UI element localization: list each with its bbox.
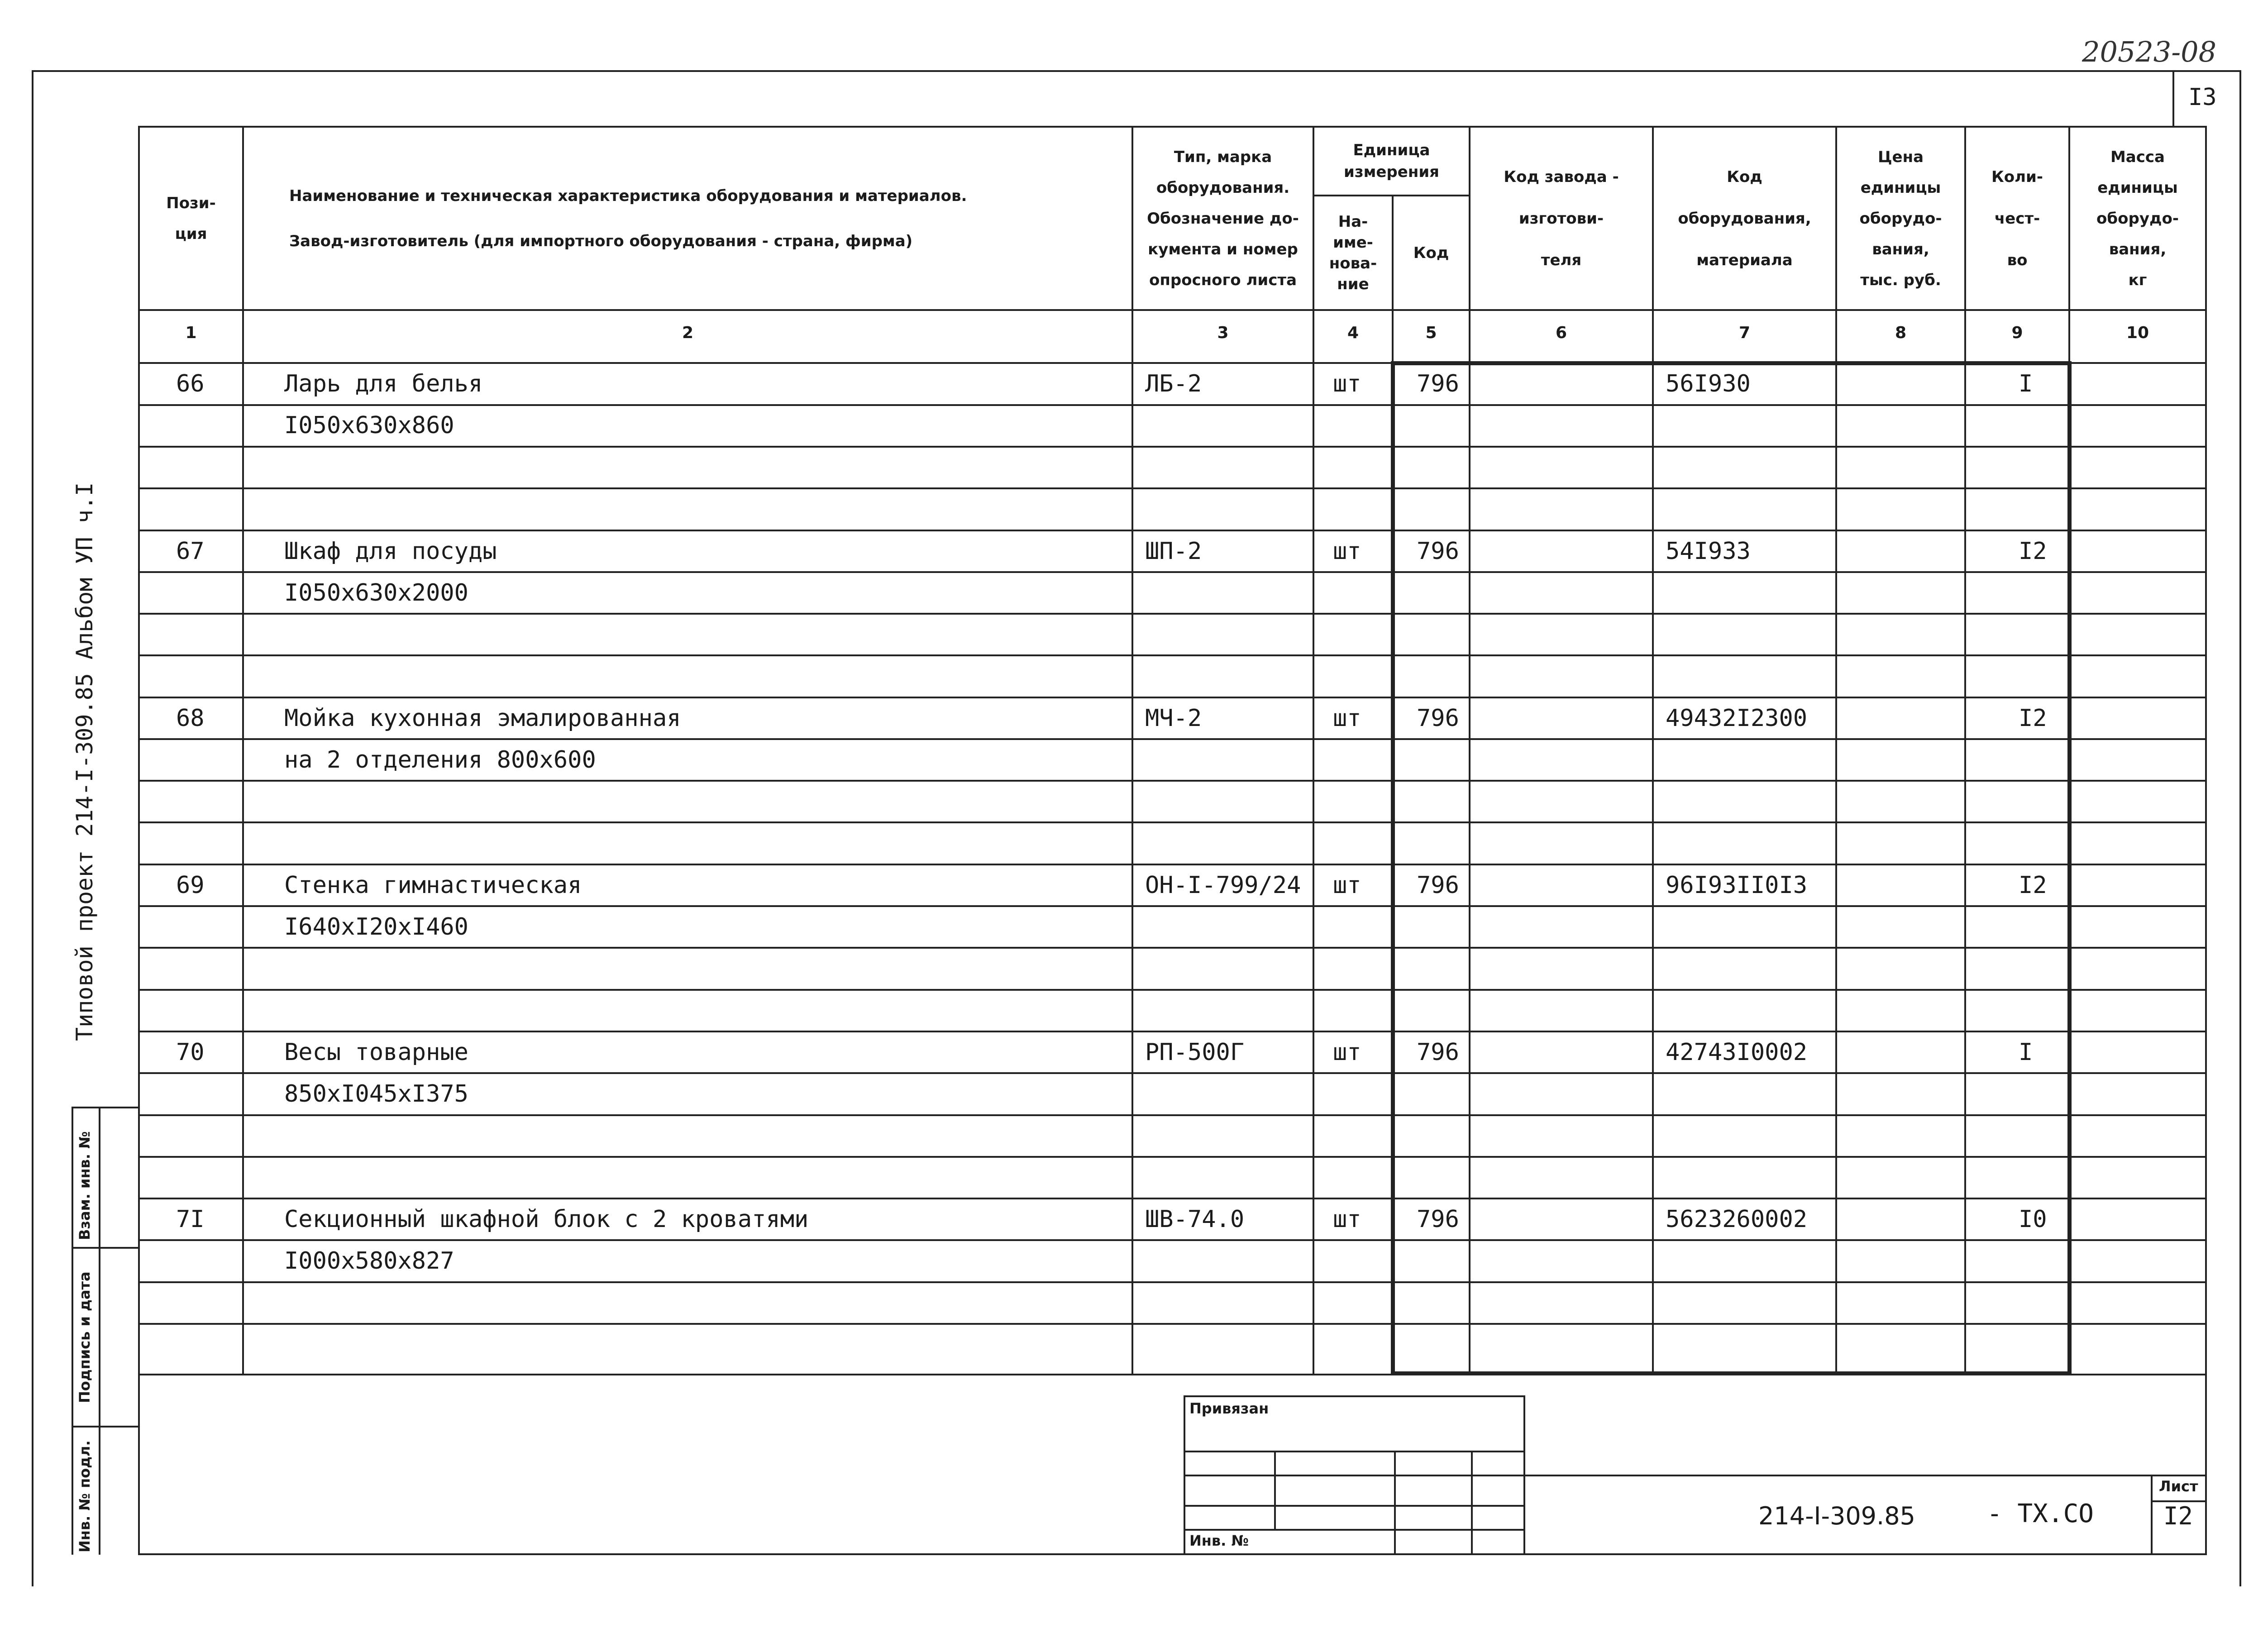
row-line: [138, 1198, 2207, 1199]
col-number: 3: [1217, 324, 1229, 342]
row-name: Ларь для белья: [284, 370, 483, 397]
stamp-line: [1184, 1475, 1525, 1476]
col-sep-2: [1132, 126, 1133, 1375]
row-type: ОН-I-799/24: [1145, 872, 1301, 899]
stamp-line: [1184, 1529, 1525, 1531]
row-line: [138, 613, 2207, 615]
header-price: Цена единицы оборудо- вания, тыс. руб.: [1859, 148, 1942, 289]
col-number: 2: [682, 324, 694, 342]
row-quantity: I2: [2019, 705, 2047, 732]
row-position: 70: [176, 1039, 205, 1066]
row-line: [138, 487, 2207, 489]
stamp-inv-no-label: Инв. №: [1189, 1532, 1249, 1549]
row-position: 66: [176, 370, 205, 397]
header-unit-code: Код: [1413, 244, 1449, 262]
row-position: 69: [176, 872, 205, 899]
row-line: [138, 780, 2207, 782]
archive-number: 20523-08: [2082, 35, 2217, 68]
row-quantity: I0: [2019, 1206, 2047, 1233]
row-line: [138, 821, 2207, 823]
row-line: [138, 571, 2207, 573]
side-title: Типовой проект 214-I-309.85 Альбом УП ч.I: [72, 482, 98, 1041]
row-unit-code: 796: [1417, 1039, 1459, 1066]
row-unit: шт: [1333, 705, 1361, 732]
col-sep-3: [1313, 126, 1314, 1375]
row-line: [138, 947, 2207, 949]
header-unit-name: На- име- нова- ние: [1329, 212, 1377, 293]
row-size: 850xI045xI375: [284, 1080, 468, 1108]
row-line: [138, 738, 2207, 740]
row-unit: шт: [1333, 538, 1361, 565]
row-position: 68: [176, 705, 205, 732]
row-type: ШВ-74.0: [1145, 1206, 1245, 1233]
stamp-line: [1184, 1505, 1525, 1507]
stamp-line: [1274, 1451, 1276, 1529]
row-quantity: I: [2019, 1039, 2033, 1066]
row-type: ЛБ-2: [1145, 370, 1202, 397]
corner-sheet-number: I3: [2188, 84, 2217, 111]
row-name: Стенка гимнастическая: [284, 872, 582, 899]
header-type: Тип, марка оборудования. Обозначение до- кумента и номер опросного листа: [1147, 148, 1299, 289]
row-line: [138, 1323, 2207, 1325]
strip-left: [72, 1107, 73, 1555]
sheet-label: Лист: [2159, 1478, 2198, 1495]
col-sep-5: [1469, 126, 1470, 1375]
row-name: Шкаф для посуды: [284, 538, 497, 565]
row-size: I050x630x2000: [284, 579, 468, 606]
row-equipment-code: 49432I2300: [1666, 705, 1808, 732]
row-line: [138, 1072, 2207, 1074]
row-name: Секционный шкафной блок с 2 кроватями: [284, 1206, 809, 1233]
row-unit-code: 796: [1417, 705, 1459, 732]
row-size: I000x580x827: [284, 1247, 454, 1275]
row-unit-code: 796: [1417, 1206, 1459, 1233]
strip-div-1: [72, 1247, 139, 1249]
row-line: [138, 654, 2207, 656]
header-position: Пози- ция: [166, 194, 216, 243]
row-line: [138, 1239, 2207, 1241]
header-mass: Масса единицы оборудо- вания, кг: [2096, 148, 2179, 289]
header-quantity: Коли- чест- во: [1991, 167, 2043, 269]
thick-left: [1391, 362, 1395, 1375]
row-type: МЧ-2: [1145, 705, 1202, 732]
stamp-sign-date: Подпись и дата: [76, 1271, 93, 1403]
col-sep-1: [242, 126, 244, 1375]
thick-bottom: [1391, 1371, 2072, 1375]
row-line: [138, 1031, 2207, 1032]
row-equipment-code: 96I93II0I3: [1666, 872, 1808, 899]
col-number: 1: [185, 324, 197, 342]
row-equipment-code: 5623260002: [1666, 1206, 1808, 1233]
header-plant-code: Код завода - изготови- теля: [1504, 167, 1619, 269]
col-sep-7: [1835, 126, 1837, 1375]
col-number: 9: [2011, 324, 2023, 342]
stamp-line: [1184, 1451, 1525, 1452]
row-line: [138, 1114, 2207, 1116]
row-quantity: I2: [2019, 872, 2047, 899]
row-position: 67: [176, 538, 205, 565]
header-unit-group: Единица измерения: [1344, 141, 1439, 181]
col-number: 6: [1555, 324, 1567, 342]
thick-right: [2067, 362, 2072, 1375]
row-line: [138, 530, 2207, 531]
row-line: [138, 446, 2207, 448]
row-line: [138, 864, 2207, 865]
table-right: [2205, 126, 2207, 1555]
thick-top: [1391, 361, 2072, 365]
row-line: [138, 989, 2207, 991]
row-position: 7I: [176, 1206, 205, 1233]
col-number: 7: [1738, 324, 1751, 342]
stamp-inv-podl: Инв. № подл.: [76, 1440, 93, 1552]
stamp-line: [1471, 1451, 1473, 1555]
row-line: [138, 697, 2207, 698]
stamp-line: [1184, 1395, 1525, 1397]
row-line: [138, 1156, 2207, 1158]
row-unit: шт: [1333, 1039, 1361, 1066]
frame-top: [32, 70, 2241, 72]
strip-top: [72, 1107, 139, 1108]
row-unit: шт: [1333, 872, 1361, 899]
frame-right: [2239, 70, 2241, 1586]
col-number: 8: [1895, 324, 1907, 342]
row-size: I050x630x860: [284, 412, 454, 439]
sheet-box-left: [2151, 1475, 2153, 1555]
row-size: на 2 отделения 800x600: [284, 746, 596, 773]
row-quantity: I: [2019, 370, 2033, 397]
row-size: I640xI20xI460: [284, 913, 468, 941]
row-unit: шт: [1333, 370, 1361, 397]
strip-mid: [99, 1107, 100, 1555]
strip-div-2: [72, 1426, 139, 1428]
row-line: [138, 1281, 2207, 1283]
col-number: 4: [1347, 324, 1359, 342]
frame-left: [32, 70, 33, 1586]
stamp-line: [1394, 1451, 1396, 1555]
col-number: 5: [1425, 324, 1437, 342]
header-equipment-code: Код оборудования, материала: [1678, 167, 1811, 269]
row-equipment-code: 54I933: [1666, 538, 1751, 565]
row-name: Весы товарные: [284, 1039, 468, 1066]
stamp-inv-vzam: Взам. инв. №: [76, 1131, 93, 1240]
row-unit-code: 796: [1417, 370, 1459, 397]
document-code: 214-I-309.85: [1758, 1502, 1915, 1530]
row-line: [138, 404, 2207, 406]
row-line: [138, 905, 2207, 907]
row-quantity: I2: [2019, 538, 2047, 565]
col-sep-6: [1652, 126, 1654, 1375]
col-number: 10: [2126, 324, 2149, 342]
title-block-top: [1525, 1475, 2207, 1476]
col-sep-8: [1964, 126, 1966, 1375]
row-unit: шт: [1333, 1206, 1361, 1233]
stamp-privyazan-label: Привязан: [1189, 1400, 1269, 1417]
document-suffix: - ТХ.СО: [1987, 1499, 2094, 1528]
row-unit-code: 796: [1417, 538, 1459, 565]
page-bottom: [138, 1553, 2207, 1555]
row-type: ШП-2: [1145, 538, 1202, 565]
corner-box-left: [2172, 70, 2174, 127]
header-bottom: [138, 309, 2207, 311]
row-equipment-code: 56I930: [1666, 370, 1751, 397]
sheet-number: I2: [2163, 1502, 2193, 1530]
header-name: Наименование и техническая характеристика оборудования и материалов. Завод-изготовитель (для импортного оборудования - страна, фирма): [289, 186, 967, 250]
row-equipment-code: 42743I0002: [1666, 1039, 1808, 1066]
row-name: Мойка кухонная эмалированная: [284, 705, 681, 732]
row-unit-code: 796: [1417, 872, 1459, 899]
stamp-line: [1184, 1395, 1185, 1555]
row-type: РП-500Г: [1145, 1039, 1245, 1066]
